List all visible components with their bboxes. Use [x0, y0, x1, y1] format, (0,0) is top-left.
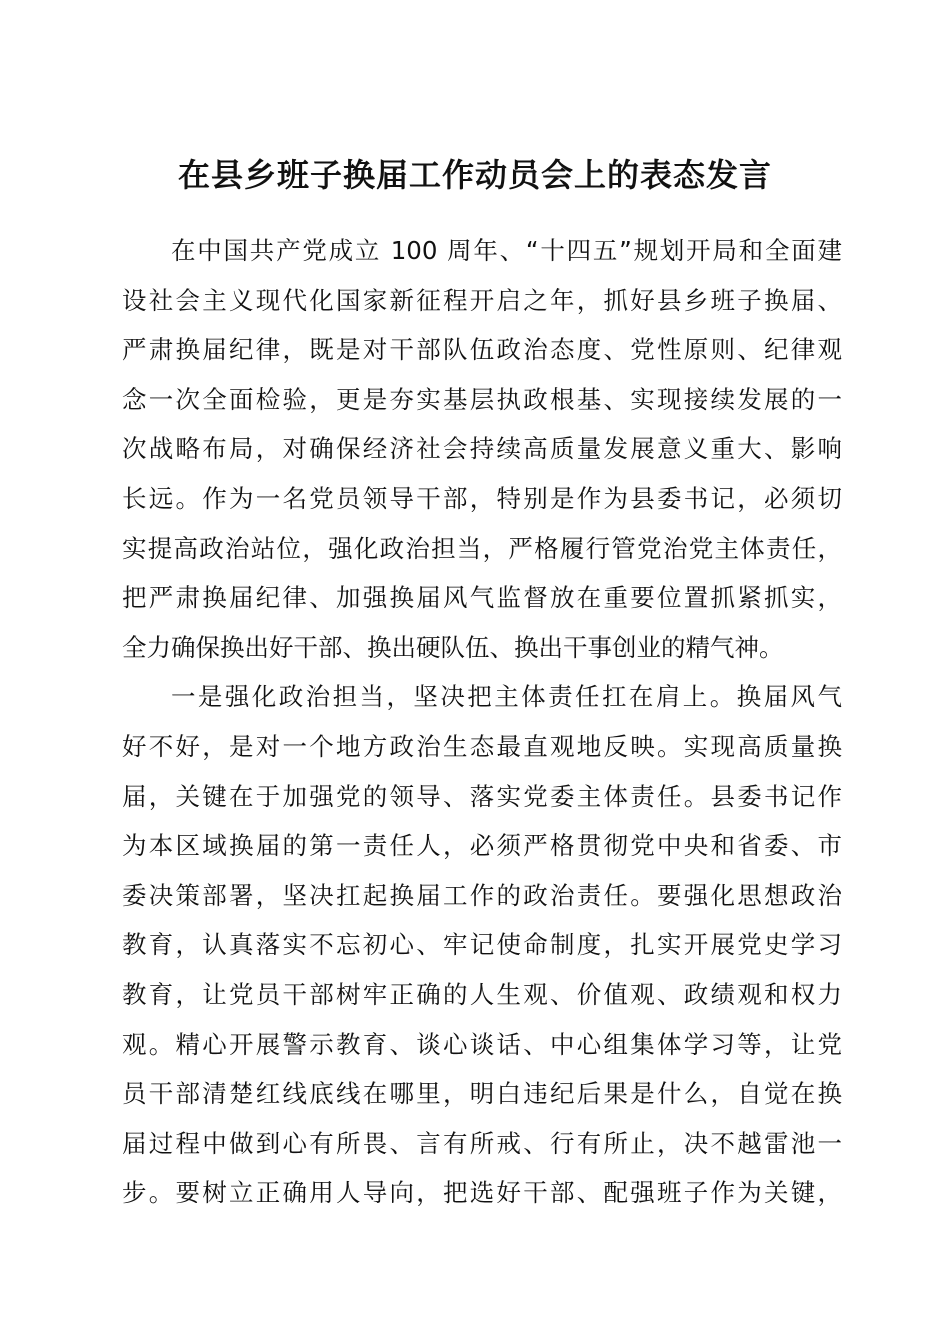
text-line: 在中国共产党成立 100 周年、“十四五”规划开局和全面建: [171, 236, 842, 265]
text-line: 次战略布局，对确保经济社会持续高质量发展意义重大、影响: [122, 434, 842, 464]
text-line: 教育，让党员干部树牢正确的人生观、价值观、政绩观和权力: [122, 979, 842, 1009]
text-line: 观。精心开展警示教育、谈心谈话、中心组集体学习等，让党: [122, 1029, 842, 1059]
text-line: 把严肃换届纪律、加强换届风气监督放在重要位置抓紧抓实，: [122, 583, 842, 613]
paragraph-point-one: [122, 672, 842, 1218]
document-body: [122, 226, 842, 1218]
text-line: 念一次全面检验，更是夯实基层执政根基、实现接续发展的一: [122, 384, 842, 414]
text-line: 实提高政治站位，强化政治担当，严格履行管党治党主体责任，: [122, 533, 842, 563]
text-line: 严肃换届纪律，既是对干部队伍政治态度、党性原则、纪律观: [122, 335, 842, 365]
text-line: 届，关键在于加强党的领导、落实党委主体责任。县委书记作: [122, 781, 842, 811]
text-line: 委决策部署，坚决扛起换届工作的政治责任。要强化思想政治: [122, 880, 842, 910]
text-line: 好不好，是对一个地方政治生态最直观地反映。实现高质量换: [122, 731, 842, 761]
text-line: 一是强化政治担当，坚决把主体责任扛在肩上。换届风气: [171, 682, 842, 712]
text-line: 员干部清楚红线底线在哪里，明白违纪后果是什么，自觉在换: [122, 1079, 842, 1109]
text-line: 步。要树立正确用人导向，把选好干部、配强班子作为关键，: [122, 1178, 842, 1208]
text-line: 为本区域换届的第一责任人，必须严格贯彻党中央和省委、市: [122, 831, 842, 861]
text-line: 设社会主义现代化国家新征程开启之年，抓好县乡班子换届、: [122, 285, 842, 315]
text-line: 全力确保换出好干部、换出硬队伍、换出干事创业的精气神。: [122, 632, 784, 662]
text-line: 长远。作为一名党员领导干部，特别是作为县委书记，必须切: [122, 483, 842, 513]
document-title: 在县乡班子换届工作动员会上的表态发言: [177, 156, 772, 194]
paragraph-intro: [122, 226, 842, 672]
text-line: 届过程中做到心有所畏、言有所戒、行有所止，决不越雷池一: [122, 1128, 842, 1158]
text-line: 教育，认真落实不忘初心、牢记使命制度，扎实开展党史学习: [122, 930, 842, 960]
